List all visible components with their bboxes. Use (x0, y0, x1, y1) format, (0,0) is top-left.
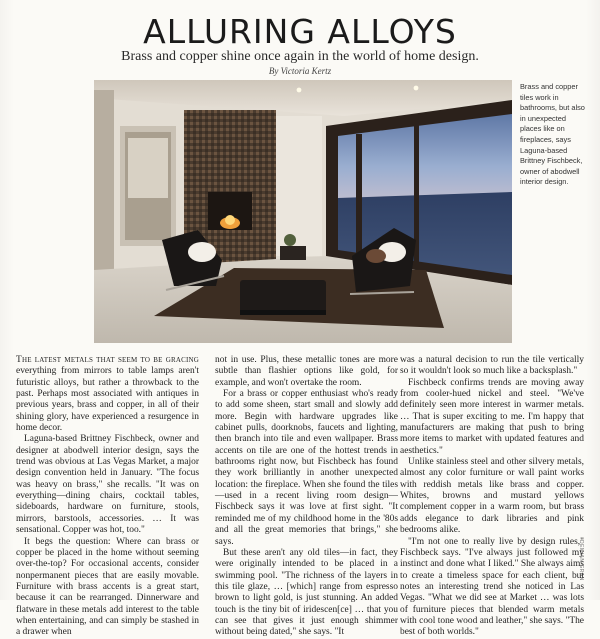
photo-credit: DEMIAN GRAN (578, 540, 584, 581)
paragraph: But these aren't any old tiles—in fact, they were originally intended to be placed in a swimming pool. "The richness of the layers in this tile glaze, … [which] range from espresso brown to light gold, is just stunning. An added touch is the tiny bit of iridescen[ce] … that you can see that gives it just enough shimmer without being dated," she says. "It (215, 547, 398, 638)
text-column-2 (215, 355, 398, 638)
article-byline: By Victoria Kertz (268, 66, 332, 76)
article-subhead: Brass and copper shine once again in the world of home design. (121, 49, 479, 64)
lead-in: The latest metals that seem to be gracing (16, 355, 199, 365)
text-column-3 (400, 355, 584, 638)
paragraph-text: everything from mirrors to table lamps aren't futuristic alloys, but rather a throwback to the past. Perhaps most associated with antiques in previous years, brass and copper, in all of their shining glory, have experienced a resurgence in home decor. (16, 366, 199, 434)
paragraph: Fischbeck confirms trends are moving away from cooler-hued nickel and steel. "We've definitely seen more interest in warmer metals. … That is super exciting to me. I'm happy that manufacturers are making that push to bring more items to market with updated features and aesthetics." (400, 377, 584, 456)
paragraph: For a brass or copper enthusiast who's ready to add some sheen, start small and slowly add more. Begin with hardware upgrades like cabinet pulls, doorknobs, faucets and lighting, then branch into tile and even wallpaper. Brass accents on tile are one of the hottest trends in bathrooms right now, but Fischbeck has found they work brilliantly in another unexpected location: the fireplace. When she found the tiles—used in a recent living room design—Fischbeck says it was love at first sight. "It reminded me of my childhood home in the '80s and all the great memories that brings," she says. (215, 389, 398, 547)
paragraph: Laguna-based Brittney Fischbeck, owner and designer at abodwell interior design, says the trend was obvious at Las Vegas Market, a major design convention held in January. "The focus was heavy on brass," she recalls. "It was on everything—dining chairs, cocktail tables, sideboards, hardware on furniture, stools, mirrors, barstools, accessories. … It was sensational. Copper was hot, too." (16, 434, 199, 536)
photo-caption: Brass and copper tiles work in bathrooms, but also in unexpected places like on fireplaces, says Laguna-based Brittney Fischbeck, owner of abodwell interior design. (520, 82, 585, 187)
paragraph: was a natural decision to run the tile vertically so it wouldn't look so much like a backsplash." (400, 355, 584, 377)
paragraph (16, 355, 199, 434)
living-room-photo (94, 80, 512, 343)
paragraph: "I'm not one to really live by design rules," Fischbeck says. "I've always just followed my instinct and done what I liked." She always aims to create a timeless space for each client, but notes an interesting trend she noticed in Las Vegas. "What we did see at Market … was lots of furniture pieces that blended warm metals with cool tone wood and leather," she says. "The best of both worlds." (400, 536, 584, 638)
paragraph: Unlike stainless steel and other silvery metals, almost any color furniture or wall paint works with reddish metals like brass and copper. Whites, browns and mustard yellows complement copper in a warm room, but brass adds elegance to dark libraries and pink bedrooms alike. (400, 457, 584, 536)
text-column-1 (16, 355, 199, 638)
paragraph: not in use. Plus, these metallic tones are more subtle than flashier options like gold, for example, and won't overtake the room. (215, 355, 398, 388)
article-headline: ALLURING ALLOYS (143, 12, 457, 51)
paragraph: It begs the question: Where can brass or copper be placed in the home without seeming over-the-top? For occasional accents, consider nonpermanent pieces that are easily movable. Furniture with brass accents is a great start, because it can be rearranged. Dinnerware and flatware in these metals add interest to the table when entertaining, and can simply be stashed in a drawer when (16, 536, 199, 638)
